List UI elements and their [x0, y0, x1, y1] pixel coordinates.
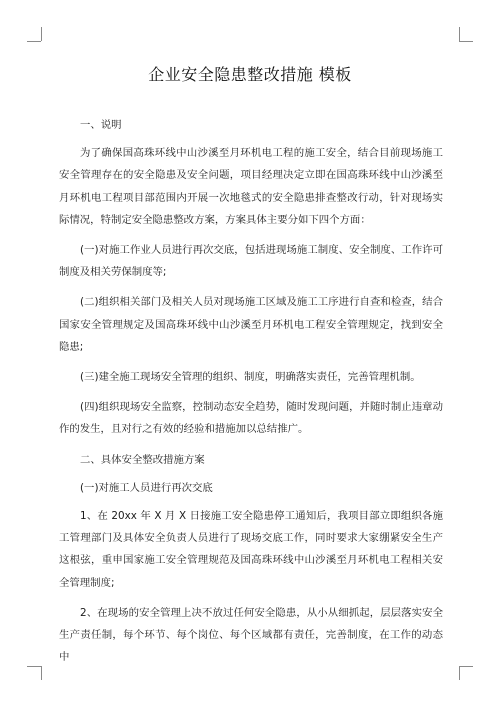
- section-heading-2: 二、具体安全整改措施方案: [80, 453, 205, 466]
- paragraph-measure-1: 1、在 20xx 年 X 月 X 日接施工安全隐患停工通知后，我项目部立即组织各施工管理部门及具体安全负责人员进行了现场交底工作，同时要求大家绷紧安全生产这根弦，重申国家施工安全管理规范及国高珠环线中山沙溪至月环机电工程相关安全管理制度;: [59, 510, 443, 589]
- subsection-heading-1: (一)对施工人员进行再次交底: [80, 481, 213, 494]
- paragraph-intro: 为了确保国高珠环线中山沙溪至月环机电工程的施工安全，结合目前现场施工安全管理存在的安全隐患及安全问题，项目经理决定立即在国高珠环线中山沙溪至月环机电工程项目部范围内开展一次地毯式的安全隐患排查整改行动，针对现场实际情况，特制定安全隐患整改方案，方案具体主要分如下四个方面：: [59, 147, 443, 226]
- paragraph-item-4: (四)组织现场安全监察，控制动态安全趋势，随时发现问题，并随时制止违章动作的发生，且对行之有效的经验和措施加以总结推广。: [59, 401, 443, 436]
- crop-mark-top-left-h: [27, 41, 41, 42]
- crop-mark-bottom-left-v: [41, 666, 42, 680]
- document-body: [59, 114, 443, 676]
- crop-mark-top-right-h: [459, 41, 473, 42]
- paragraph-item-2: (二)组织相关部门及相关人员对现场施工区域及施工工序进行自查和检查，结合国家安全管理规定及国高珠环线中山沙溪至月环机电工程安全管理规定，找到安全隐患;: [59, 296, 443, 353]
- crop-mark-bottom-right-h: [459, 666, 473, 667]
- paragraph-measure-2: 2、在现场的安全管理上决不放过任何安全隐患，从小从细抓起，层层落实安全生产责任制，每个环节、每个岗位、每个区域都有责任，完善制度，在工作的动态中: [59, 606, 443, 664]
- crop-mark-top-left-v: [41, 27, 42, 41]
- document-title: 企业安全隐患整改措施 模板: [148, 65, 352, 84]
- crop-mark-bottom-right-v: [459, 666, 460, 680]
- paragraph-item-3: (三)建全施工现场安全管理的组织、制度，明确落实责任，完善管理机制。: [80, 371, 421, 384]
- section-heading-1: 一、说明: [80, 119, 122, 131]
- crop-mark-bottom-left-h: [27, 666, 41, 667]
- crop-mark-top-right-v: [459, 27, 460, 41]
- paragraph-item-1: (一)对施工作业人员进行再次交底，包括进现场施工制度、安全制度、工作许可制度及相关劳保制度等;: [59, 244, 443, 279]
